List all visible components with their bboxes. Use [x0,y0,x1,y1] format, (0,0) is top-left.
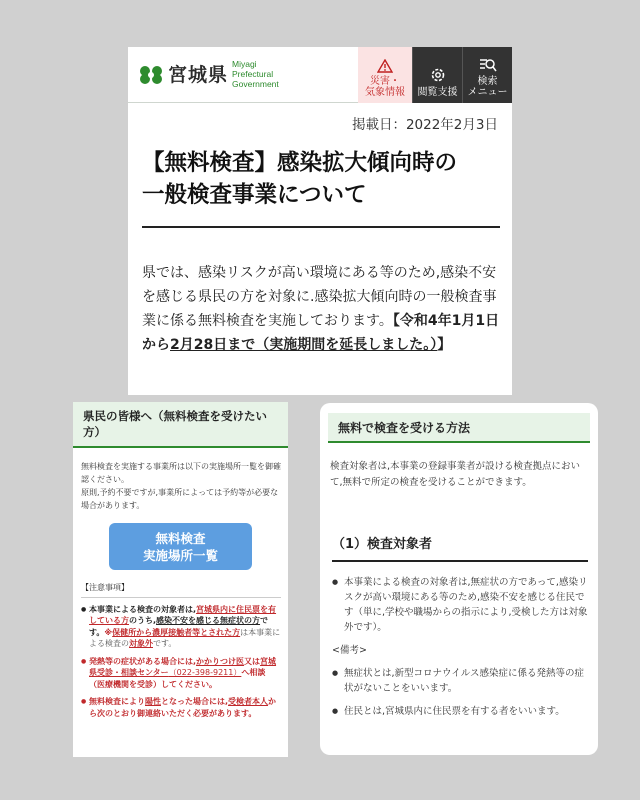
list-item: ● 発熱等の症状がある場合には,かかりつけ医又は宮城県受診・相談センター（022-398-9211）へ相談（医療機関を受診）してください。 [81,656,281,691]
posted-date: 掲載日：2022年2月3日 [351,117,498,133]
article-body: 県では、感染リスクが高い環境にある等のため,感染不安を感じる県民の方を対象に.感染拡大傾向時の一般検査事業に係る無料検査を実施しております。【令和4年1月1日から2月28日まで（実施期間を延長しました。）】 [142,265,500,353]
list-item: ● 住民とは,宮城県内に住民票を有する者をいいます。 [332,704,590,719]
how-to-test-heading: 無料で検査を受ける方法 [328,413,590,443]
site-logo-en: Miyagi Prefectural Government [232,59,279,89]
test-locations-button[interactable]: 無料検査 実施場所一覧 [109,523,252,570]
search-menu-icon [479,57,497,73]
family-doctor-link[interactable]: かかりつけ医 [196,656,245,666]
search-menu-button[interactable]: 検索 メニュー [462,47,512,103]
notes-heading: 【注意事項】 [81,582,281,598]
target-persons-list [332,575,590,727]
notes-section [81,582,281,725]
list-item: ● 無症状とは,新型コロナウイルス感染症に係る発熱等の症状がないことをいいます。 [332,666,590,696]
resident-info-card [73,402,288,757]
how-to-test-intro: 検査対象者は,本事業の登録事業者が設ける検査拠点において,無料で所定の検査を受けることができます。 [330,461,581,488]
disaster-info-button[interactable]: 災害・ 気象情報 [358,47,412,103]
remarks-label: <備考> [332,645,367,656]
logo-mark-icon[interactable] [138,64,164,86]
article-card [128,47,512,395]
consultation-center-link[interactable]: 宮城県受診・相談センター [89,656,277,677]
gear-icon [429,66,447,84]
list-item: ● 無料検査により陽性となった場合には,受検者本人から次のとおり御連絡いただく必要があります。 [81,696,281,719]
page-title: 【無料検査】感染拡大傾向時の 一般検査事業について [142,150,458,208]
site-logo-text[interactable]: 宮城県 [168,64,229,86]
title-divider [142,226,500,228]
site-header [128,47,512,103]
resident-info-heading: 県民の皆様へ（無料検査を受けたい方） [73,402,288,448]
target-persons-title: （1）検査対象者 [332,533,588,562]
warning-icon [377,59,393,73]
phone-link[interactable]: （022-398-9211） [168,668,242,677]
list-item: ● 本事業による検査の対象者は,宮城県内に住民票を有している方のうち,感染不安を感じる無症状の方です。※保健所から濃厚接触者等とされた方は本事業による検査の対象外です。 [81,604,281,650]
accessibility-button[interactable]: 閲覧支援 [412,47,462,103]
resident-info-intro: 無料検査を実施する事業所は以下の実施場所一覧を御確認ください。 原則,予約不要ですが,事業所によっては予約等が必要な場合があります。 [81,462,281,510]
how-to-test-card [320,403,598,755]
list-item: ● 本事業による検査の対象者は,無症状の方であって,感染リスクが高い環境にある等のため,感染不安を感じる住民です（単に,学校や職場からの指示により,受検した方は対象外です）。 [332,575,590,635]
